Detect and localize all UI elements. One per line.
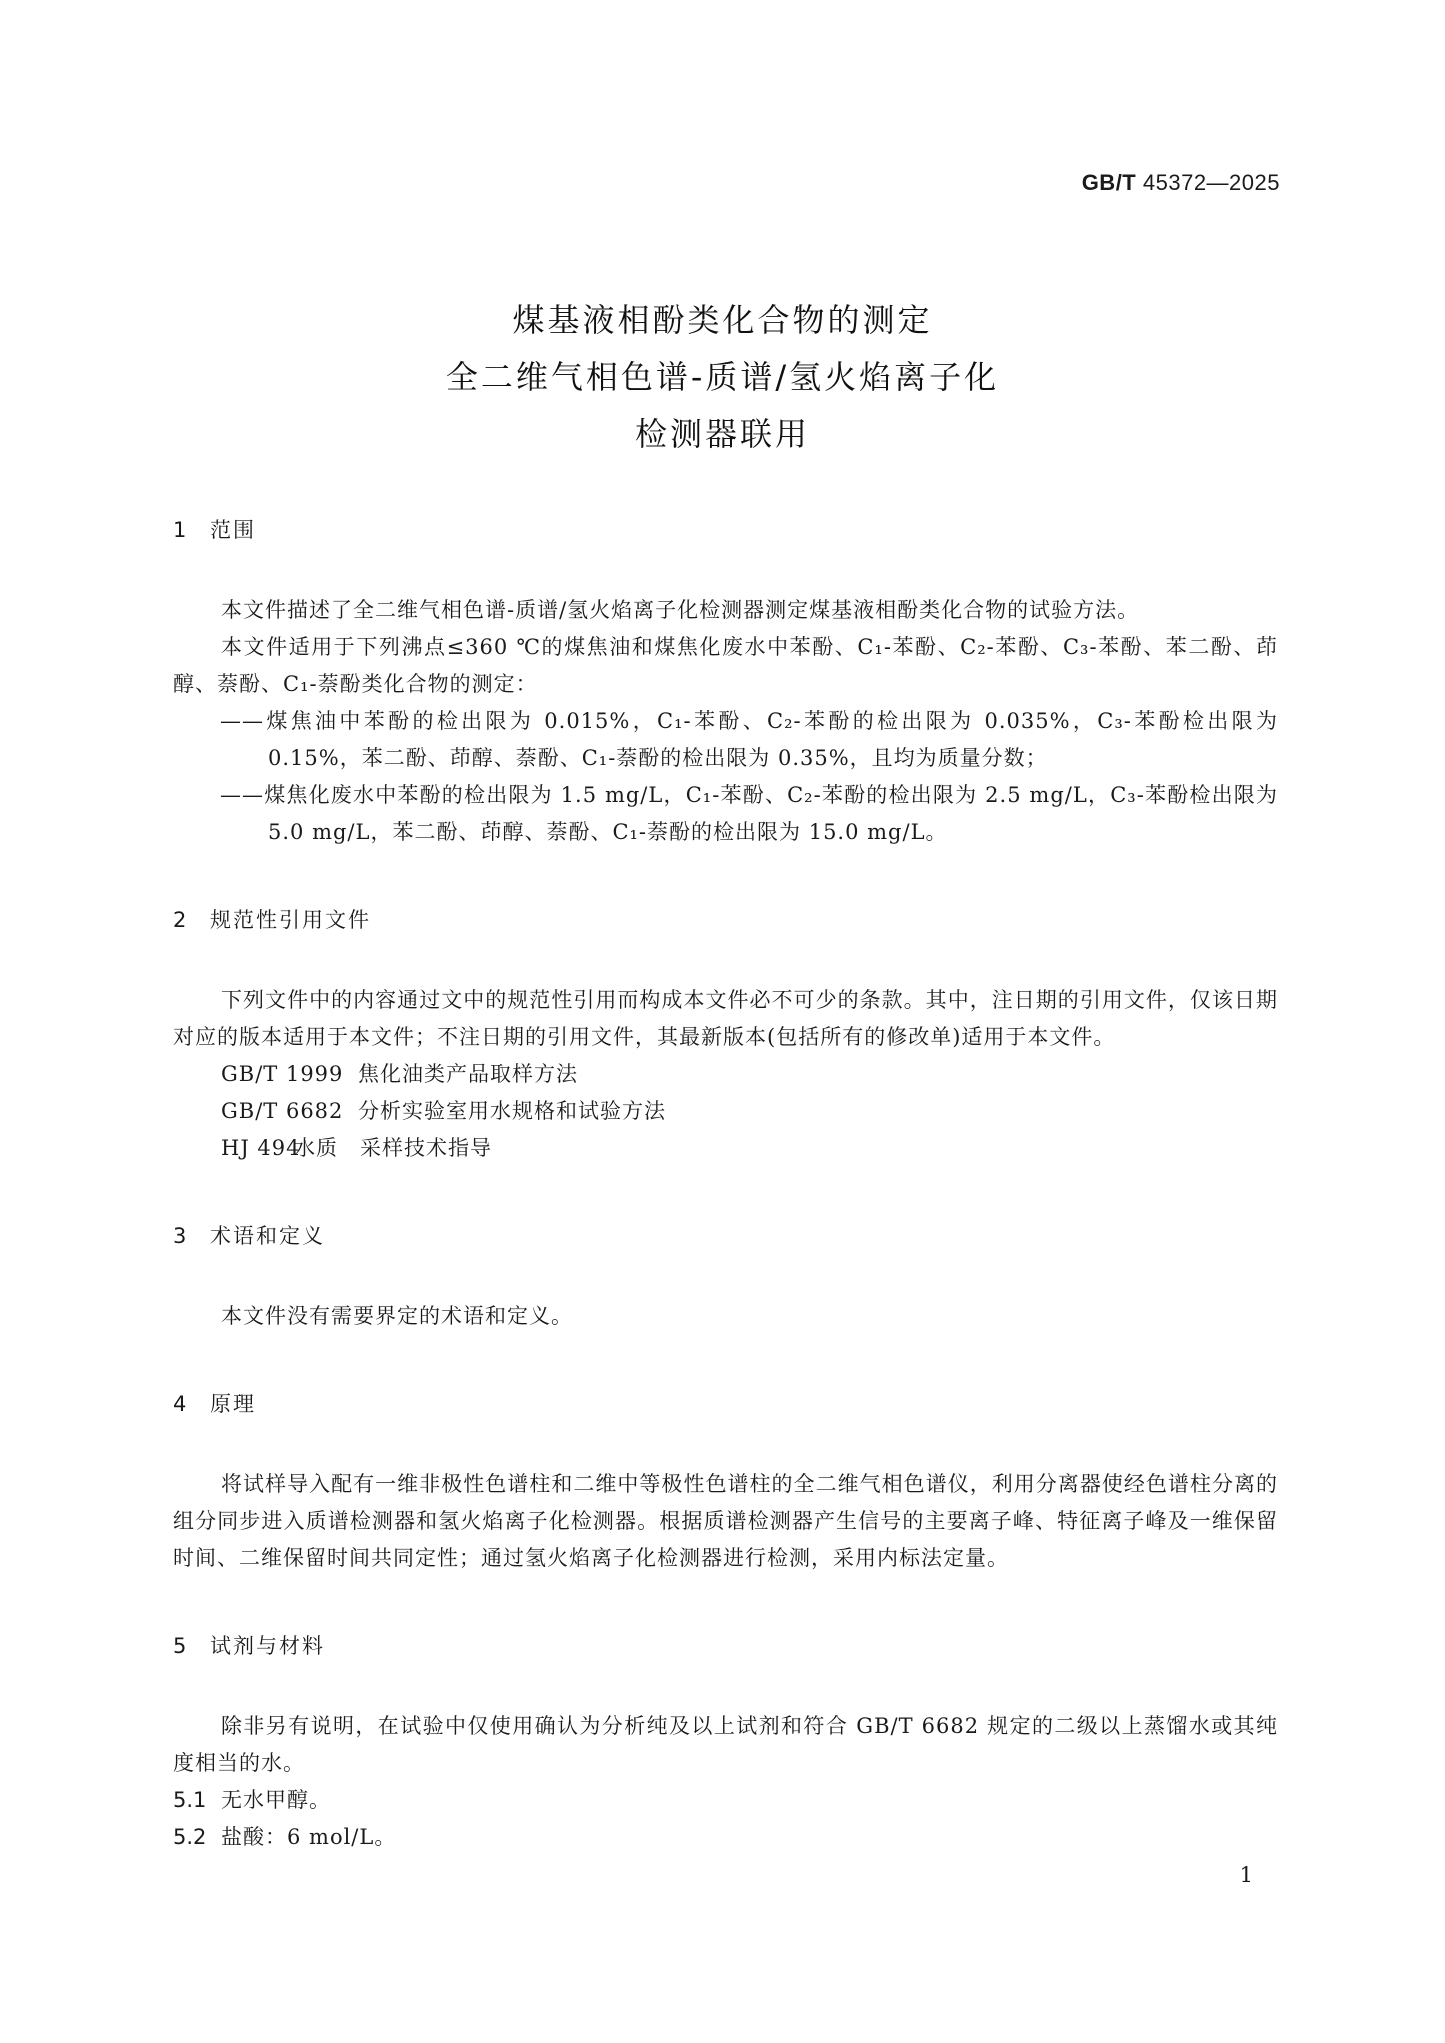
document-title (0, 292, 1445, 463)
list-item: ——煤焦油中苯酚的检出限为 0.015%，C₁-苯酚、C₂-苯酚的检出限为 0.035%，C₃-苯酚检出限为0.15%，苯二酚、茚醇、萘酚、C₁-萘酚的检出限为 0.35%，且均为质量分数； (220, 709, 1278, 770)
section-number: 1 (173, 518, 187, 542)
subclause-text: 盐酸：6 mol/L。 (221, 1825, 397, 1849)
section-heading-terms (173, 1221, 1278, 1251)
reference-item (173, 1056, 1278, 1093)
paragraph: 本文件没有需要界定的术语和定义。 (221, 1304, 573, 1328)
section-title: 术语和定义 (210, 1224, 325, 1248)
title-line-3: 检测器联用 (634, 415, 810, 453)
section-number: 3 (173, 1224, 187, 1248)
subclause (173, 1782, 1278, 1819)
document-body (173, 515, 1278, 1856)
paragraph: 本文件描述了全二维气相色谱-质谱/氢火焰离子化检测器测定煤基液相酚类化合物的试验方法。 (221, 598, 1140, 622)
standard-code: 45372—2025 (1142, 170, 1280, 195)
section-title: 原理 (210, 1392, 256, 1416)
reference-item (173, 1093, 1278, 1130)
section-heading-normative-references (173, 905, 1278, 935)
paragraph: 将试样导入配有一维非极性色谱柱和二维中等极性色谱柱的全二维气相色谱仪，利用分离器使经色谱柱分离的组分同步进入质谱检测器和氢火焰离子化检测器。根据质谱检测器产生信号的主要离子峰、特征离子峰及一维保留时间、二维保留时间共同定性；通过氢火焰离子化检测器进行检测，采用内标法定量。 (173, 1472, 1278, 1570)
section-heading-principle (173, 1389, 1278, 1419)
standard-number (1082, 170, 1280, 196)
reference-title: 水质 采样技术指导 (294, 1136, 492, 1160)
title-line-1: 煤基液相酚类化合物的测定 (512, 301, 933, 339)
subclause-text: 无水甲醇。 (221, 1788, 331, 1812)
section-number: 4 (173, 1392, 187, 1416)
list-item: ——煤焦化废水中苯酚的检出限为 1.5 mg/L，C₁-苯酚、C₂-苯酚的检出限为 2.5 mg/L，C₃-苯酚检出限为 5.0 mg/L，苯二酚、茚醇、萘酚、C₁-萘酚的检出限为 15.0 mg/L。 (220, 783, 1278, 844)
title-line-2: 全二维气相色谱-质谱/氢火焰离子化 (445, 358, 1000, 396)
reference-item (173, 1130, 1278, 1167)
subclause-number: 5.1 (173, 1788, 207, 1812)
section-number: 2 (173, 908, 187, 932)
page-number: 1 (1239, 1863, 1253, 1887)
section-heading-scope (173, 515, 1278, 545)
subclause-number: 5.2 (173, 1825, 207, 1849)
reference-title: 分析实验室用水规格和试验方法 (358, 1099, 666, 1123)
reference-title: 焦化油类产品取样方法 (358, 1062, 578, 1086)
reference-code: GB/T 1999 (221, 1062, 344, 1086)
subclause (173, 1819, 1278, 1856)
reference-code: GB/T 6682 (221, 1099, 344, 1123)
section-title: 规范性引用文件 (210, 908, 371, 932)
standard-prefix: GB/T (1081, 170, 1137, 195)
section-title: 试剂与材料 (210, 1634, 325, 1658)
paragraph: 本文件适用于下列沸点≤360 ℃的煤焦油和煤焦化废水中苯酚、C₁-苯酚、C₂-苯酚、C₃-苯酚、苯二酚、茚醇、萘酚、C₁-萘酚类化合物的测定： (173, 635, 1278, 696)
section-number: 5 (173, 1634, 187, 1658)
section-title: 范围 (210, 518, 256, 542)
paragraph: 除非另有说明，在试验中仅使用确认为分析纯及以上试剂和符合 GB/T 6682 规定的二级以上蒸馏水或其纯度相当的水。 (173, 1714, 1278, 1775)
section-heading-reagents (173, 1631, 1278, 1661)
reference-code: HJ 494 (221, 1136, 301, 1160)
paragraph: 下列文件中的内容通过文中的规范性引用而构成本文件必不可少的条款。其中，注日期的引用文件，仅该日期对应的版本适用于本文件；不注日期的引用文件，其最新版本(包括所有的修改单)适用于本文件。 (173, 988, 1278, 1049)
